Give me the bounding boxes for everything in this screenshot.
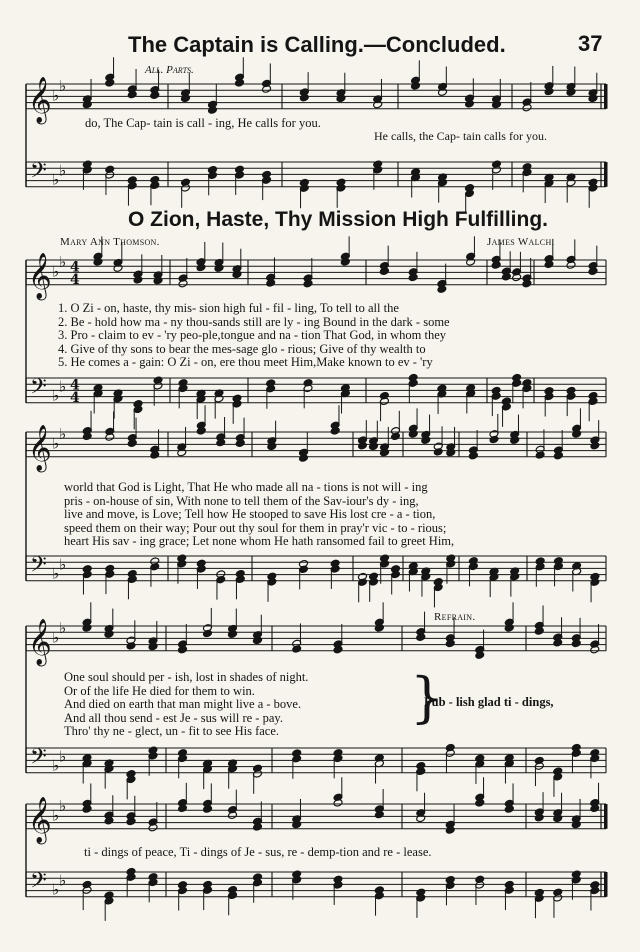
flat-sign: ♭ (52, 756, 60, 775)
flat-sign: ♭ (52, 564, 60, 583)
bass-clef: 𝄢 (30, 868, 47, 899)
page-number: 37 (578, 31, 603, 56)
flat-sign: ♭ (52, 262, 60, 281)
flat-sign: ♭ (52, 386, 60, 405)
final-bar (604, 84, 608, 109)
verse-line: 3. Pro - claim to ev - 'ry peo-ple,tongue and na - tion That God, in whom they (58, 328, 447, 343)
verse-line: live and move, is Love; Tell how He stooped to save His lost cre - a - tion, (64, 507, 436, 522)
verse-line: Or of the life He died for them to win. (64, 683, 255, 698)
flat-sign: ♭ (52, 806, 60, 825)
verse-line: 5. He comes a - gain: O Zi - on, ere thou meet Him,Make known to ev - 'ry (58, 355, 433, 370)
flat-sign: ♭ (52, 880, 60, 899)
system3-verses (64, 671, 308, 739)
verse-line: Thro' thy ne - glect, un - fit to see His face. (64, 724, 280, 739)
flat-sign: ♭ (59, 871, 67, 890)
system4-lyric: ti - dings of peace, Ti - dings of Je - sus, re - demp-tion and re - lease. (84, 845, 432, 859)
flat-sign: ♭ (59, 377, 67, 396)
time-signature: 4 (70, 377, 80, 394)
flat-sign: ♭ (59, 619, 67, 638)
verse-line: world that God is Light, That He who made all na - tions is not will - ing (64, 480, 428, 494)
flat-sign: ♭ (59, 253, 67, 272)
time-signature: 4 (70, 271, 80, 288)
verse-line: And died on earth that man might live a - bove. (64, 697, 302, 712)
flat-sign: ♭ (52, 86, 60, 105)
flat-sign: ♭ (52, 170, 60, 189)
treble-clef: 𝄞 (28, 76, 52, 123)
hymn-title: O Zion, Haste, Thy Mission High Fulfilling. (128, 208, 548, 231)
final-bar (604, 162, 608, 187)
flat-sign: ♭ (59, 161, 67, 180)
verse-brace: } (410, 666, 445, 729)
verse-line: One soul should per - ish, lost in shades of night. (64, 670, 309, 684)
verse-line: And all thou send - est Je - sus will re - pay. (64, 710, 283, 725)
verse-line: 2. Be - hold how ma - ny thou-sands still are ly - ing Bound in the dark - some (58, 314, 450, 329)
system2-verses (64, 481, 454, 549)
time-signature: 4 (70, 389, 80, 406)
bass-clef: 𝄢 (30, 158, 47, 189)
bass-clef: 𝄢 (30, 552, 47, 583)
time-signature: 4 (70, 259, 80, 276)
bass-clef: 𝄢 (30, 744, 47, 775)
flat-sign: ♭ (52, 628, 60, 647)
captain-lyric-line-1: do, The Cap- tain is call - ing, He calls for you. (85, 116, 321, 130)
flat-sign: ♭ (52, 434, 60, 453)
treble-clef: 𝄞 (28, 424, 52, 471)
final-bar (604, 872, 608, 897)
treble-clef: 𝄞 (28, 252, 52, 299)
verse-line: pris - on-house of sin, With none to tell them of the Sav-iour's dy - ing, (64, 493, 419, 508)
refrain-label: Refrain. (434, 611, 476, 623)
flat-sign: ♭ (59, 747, 67, 766)
refrain-words: Pub - lish glad ti - dings, (424, 695, 554, 709)
verse-line: 1. O Zi - on, haste, thy mis- sion high ful - fil - ling, To tell to all the (58, 301, 399, 315)
flat-sign: ♭ (59, 425, 67, 444)
treble-clef: 𝄞 (28, 796, 52, 843)
flat-sign: ♭ (59, 797, 67, 816)
flat-sign: ♭ (59, 555, 67, 574)
verse-line: speed them on their way; Pour out thy soul for them in pray'r vic - to - rious; (64, 520, 447, 535)
final-bar (604, 804, 608, 829)
page-title: The Captain is Calling.—Concluded. (128, 32, 506, 57)
system1-verses (58, 302, 450, 370)
flat-sign: ♭ (59, 77, 67, 96)
treble-clef: 𝄞 (28, 618, 52, 665)
verse-line: 4. Give of thy sons to bear the mes-sage glo - rious; Give of thy wealth to (58, 341, 426, 356)
bass-clef: 𝄢 (30, 374, 47, 405)
verse-line: heart His sav - ing grace; Let none whom He hath ransomed fail to greet Him, (64, 534, 455, 549)
author-credit: Mary Ann Thomson. (60, 236, 160, 248)
composer-credit: James Walch. (487, 236, 555, 248)
captain-lyric-line-2: He calls, the Cap- tain calls for you. (374, 129, 547, 143)
performance-marking: All. Parts. (145, 64, 194, 76)
